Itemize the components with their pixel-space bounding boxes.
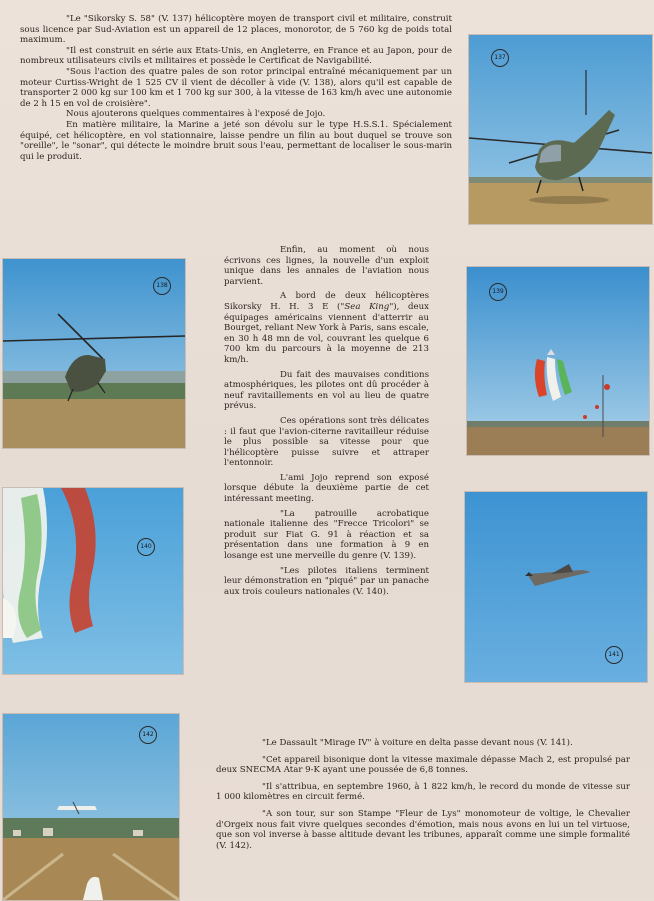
paragraph: "Sous l'action des quatre pales de son rotor principal entraîné mécaniquement par un moteur Curtiss-Wright de 1 525 CV il vient de décoller à vide (V. 138), alors qu'il est capable de transporter 2 000 kg sur 100 km et 1 700 kg sur 300, à la vitesse de 163 km/h avec une autonomie de 2 h 15 en vol de croisière". [20,66,452,109]
smoke-trail-image [3,488,183,674]
paragraph: "Le Dassault "Mirage IV" à voiture en delta passe devant nous (V. 141). [262,738,573,748]
photo-140-tricolour-smoke [2,487,184,675]
text-block-sikorsky [20,14,452,162]
text-run: "), deux équipages américains viennent d'atterrir au Bourget, reliant New York à Paris, sans escale, en 30 h 48 mn de vol, couvrant les quelque 6 700 km du parcours à la moyenne de 213 km/h. [224,301,429,365]
paragraph: Enfin, au moment où nous écrivons ces lignes, la nouvelle d'un exploit unique dans les annales de l'aviation nous parvient. [224,245,429,287]
paragraph: Du fait des mauvaises conditions atmosphériques, les pilotes ont dû procéder à neuf ravitaillements en vol au lieu de quatre prévus. [224,369,429,412]
paragraph: Ces opérations sont très délicates : il faut que l'avion-citerne ravitailleur réduise le plus possible sa vitesse pour que l'hélicoptère puisse suivre et attraper l'entonnoir. [224,415,429,469]
paragraph: "Le "Sikorsky S. 58" (V. 137) hélicoptère moyen de transport civil et militaire, construit sous licence par Sud-Aviation est un appareil de 12 places, monorotor, de 5 760 kg de poids total maximum. [20,14,452,46]
photo-number-138: 138 [153,277,171,295]
photo-139-frecce-tricolori [466,266,650,456]
photo-number-140: 140 [137,538,155,556]
text-block-mirage-stampe [216,738,630,851]
paragraph: "Il est construit en série aux Etats-Unis, en Angleterre, en France et au Japon, pour de nombreux utilisateurs civils et militaires et possède le Certificat de Navigabilité. [20,45,452,67]
paragraph: "A son tour, sur son Stampe "Fleur de Lys" monomoteur de voltige, le Chevalier d'Orgeix nous fait vivre quelques secondes d'émotion, mais nous avons en lui un tel virtuose, que son vol inverse à basse altitude devant les tribunes, apparaît comme une simple formalité (V. 142). [216,808,630,851]
paragraph: "Il s'attribua, en septembre 1960, à 1 822 km/h, le record du monde de vitesse sur 1 000 kilomètres en circuit fermé. [216,781,630,803]
paragraph: "Cet appareil bisonique dont la vitesse maximale dépasse Mach 2, est propulsé par deux SNECMA Atar 9-K ayant une poussée de 6,8 tonnes. [216,754,630,776]
text-block-exploit [224,245,429,597]
paragraph: "La patrouille acrobatique nationale italienne des "Frecce Tricolori" se produit sur Fiat G. 91 à réaction et sa présentation dans une formation à 9 en losange est une merveille du genre (V. 139). [224,508,429,562]
photo-141-mirage-iv [464,491,648,683]
paragraph [224,291,429,365]
photo-number-141: 141 [605,646,623,664]
photo-number-139: 139 [489,283,507,301]
photo-number-142: 142 [139,726,157,744]
text-run: A bord de deux hélicoptères Sikorsky H. H. 3 E (" [224,291,429,312]
photo-142-stampe-biplane [2,713,180,901]
photo-137-sikorsky-helicopter [468,34,653,225]
sea-king-name: Sea King [344,301,390,312]
photo-138-helicopter-takeoff [2,258,186,449]
photo-number-137: 137 [491,49,509,67]
paragraph: Nous ajouterons quelques commentaires à l'exposé de Jojo. [66,109,326,120]
paragraph: En matière militaire, la Marine a jeté son dévolu sur le type H.S.S.1. Spécialement équipé, cet hélicoptère, en vol stationnaire, laisse pendre un filin au bout duquel se trouve son "oreille", le "sonar", qui détecte le moindre bruit sous l'eau, permettant de localiser le sous-marin qui le produit. [20,119,452,162]
paragraph: "Les pilotes italiens terminent leur démonstration en "piqué" par un panache aux trois couleurs nationales (V. 140). [224,565,429,597]
paragraph: L'ami Jojo reprend son exposé lorsque débute la deuxième partie de cet intéressant meeting. [224,472,429,505]
